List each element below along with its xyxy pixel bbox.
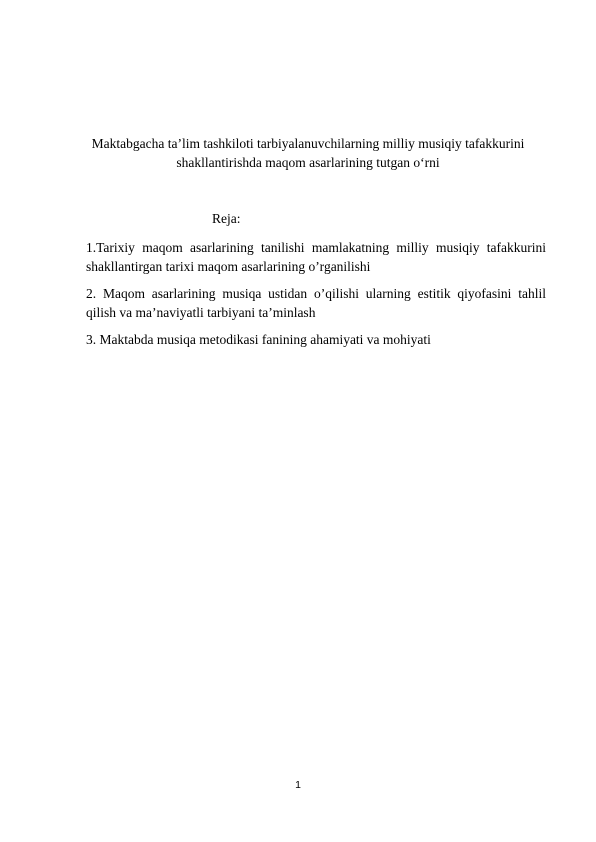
plan-list xyxy=(86,238,546,357)
plan-item-2: 2. Maqom asarlarining musiqa ustidan o’qilishi ularning estitik qiyofasini tahlil qilish va ma’naviyatli tarbiyani ta’minlash xyxy=(86,286,546,320)
document-title: Maktabgacha ta’lim tashkiloti tarbiyalanuvchilarning milliy musiqiy tafakkurini shakllantirishda maqom asarlarining tutgan o‘rni xyxy=(91,136,525,170)
plan-heading: Reja: xyxy=(212,211,241,226)
page-number: 1 xyxy=(295,779,301,791)
plan-item-1: 1.Tarixiy maqom asarlarining tanilishi mamlakatning milliy musiqiy tafakkurini shakllantirgan tarixi maqom asarlarining o’rganilishi xyxy=(86,240,546,274)
plan-item-3: 3. Maktabda musiqa metodikasi fanining ahamiyati va mohiyati xyxy=(86,332,431,347)
